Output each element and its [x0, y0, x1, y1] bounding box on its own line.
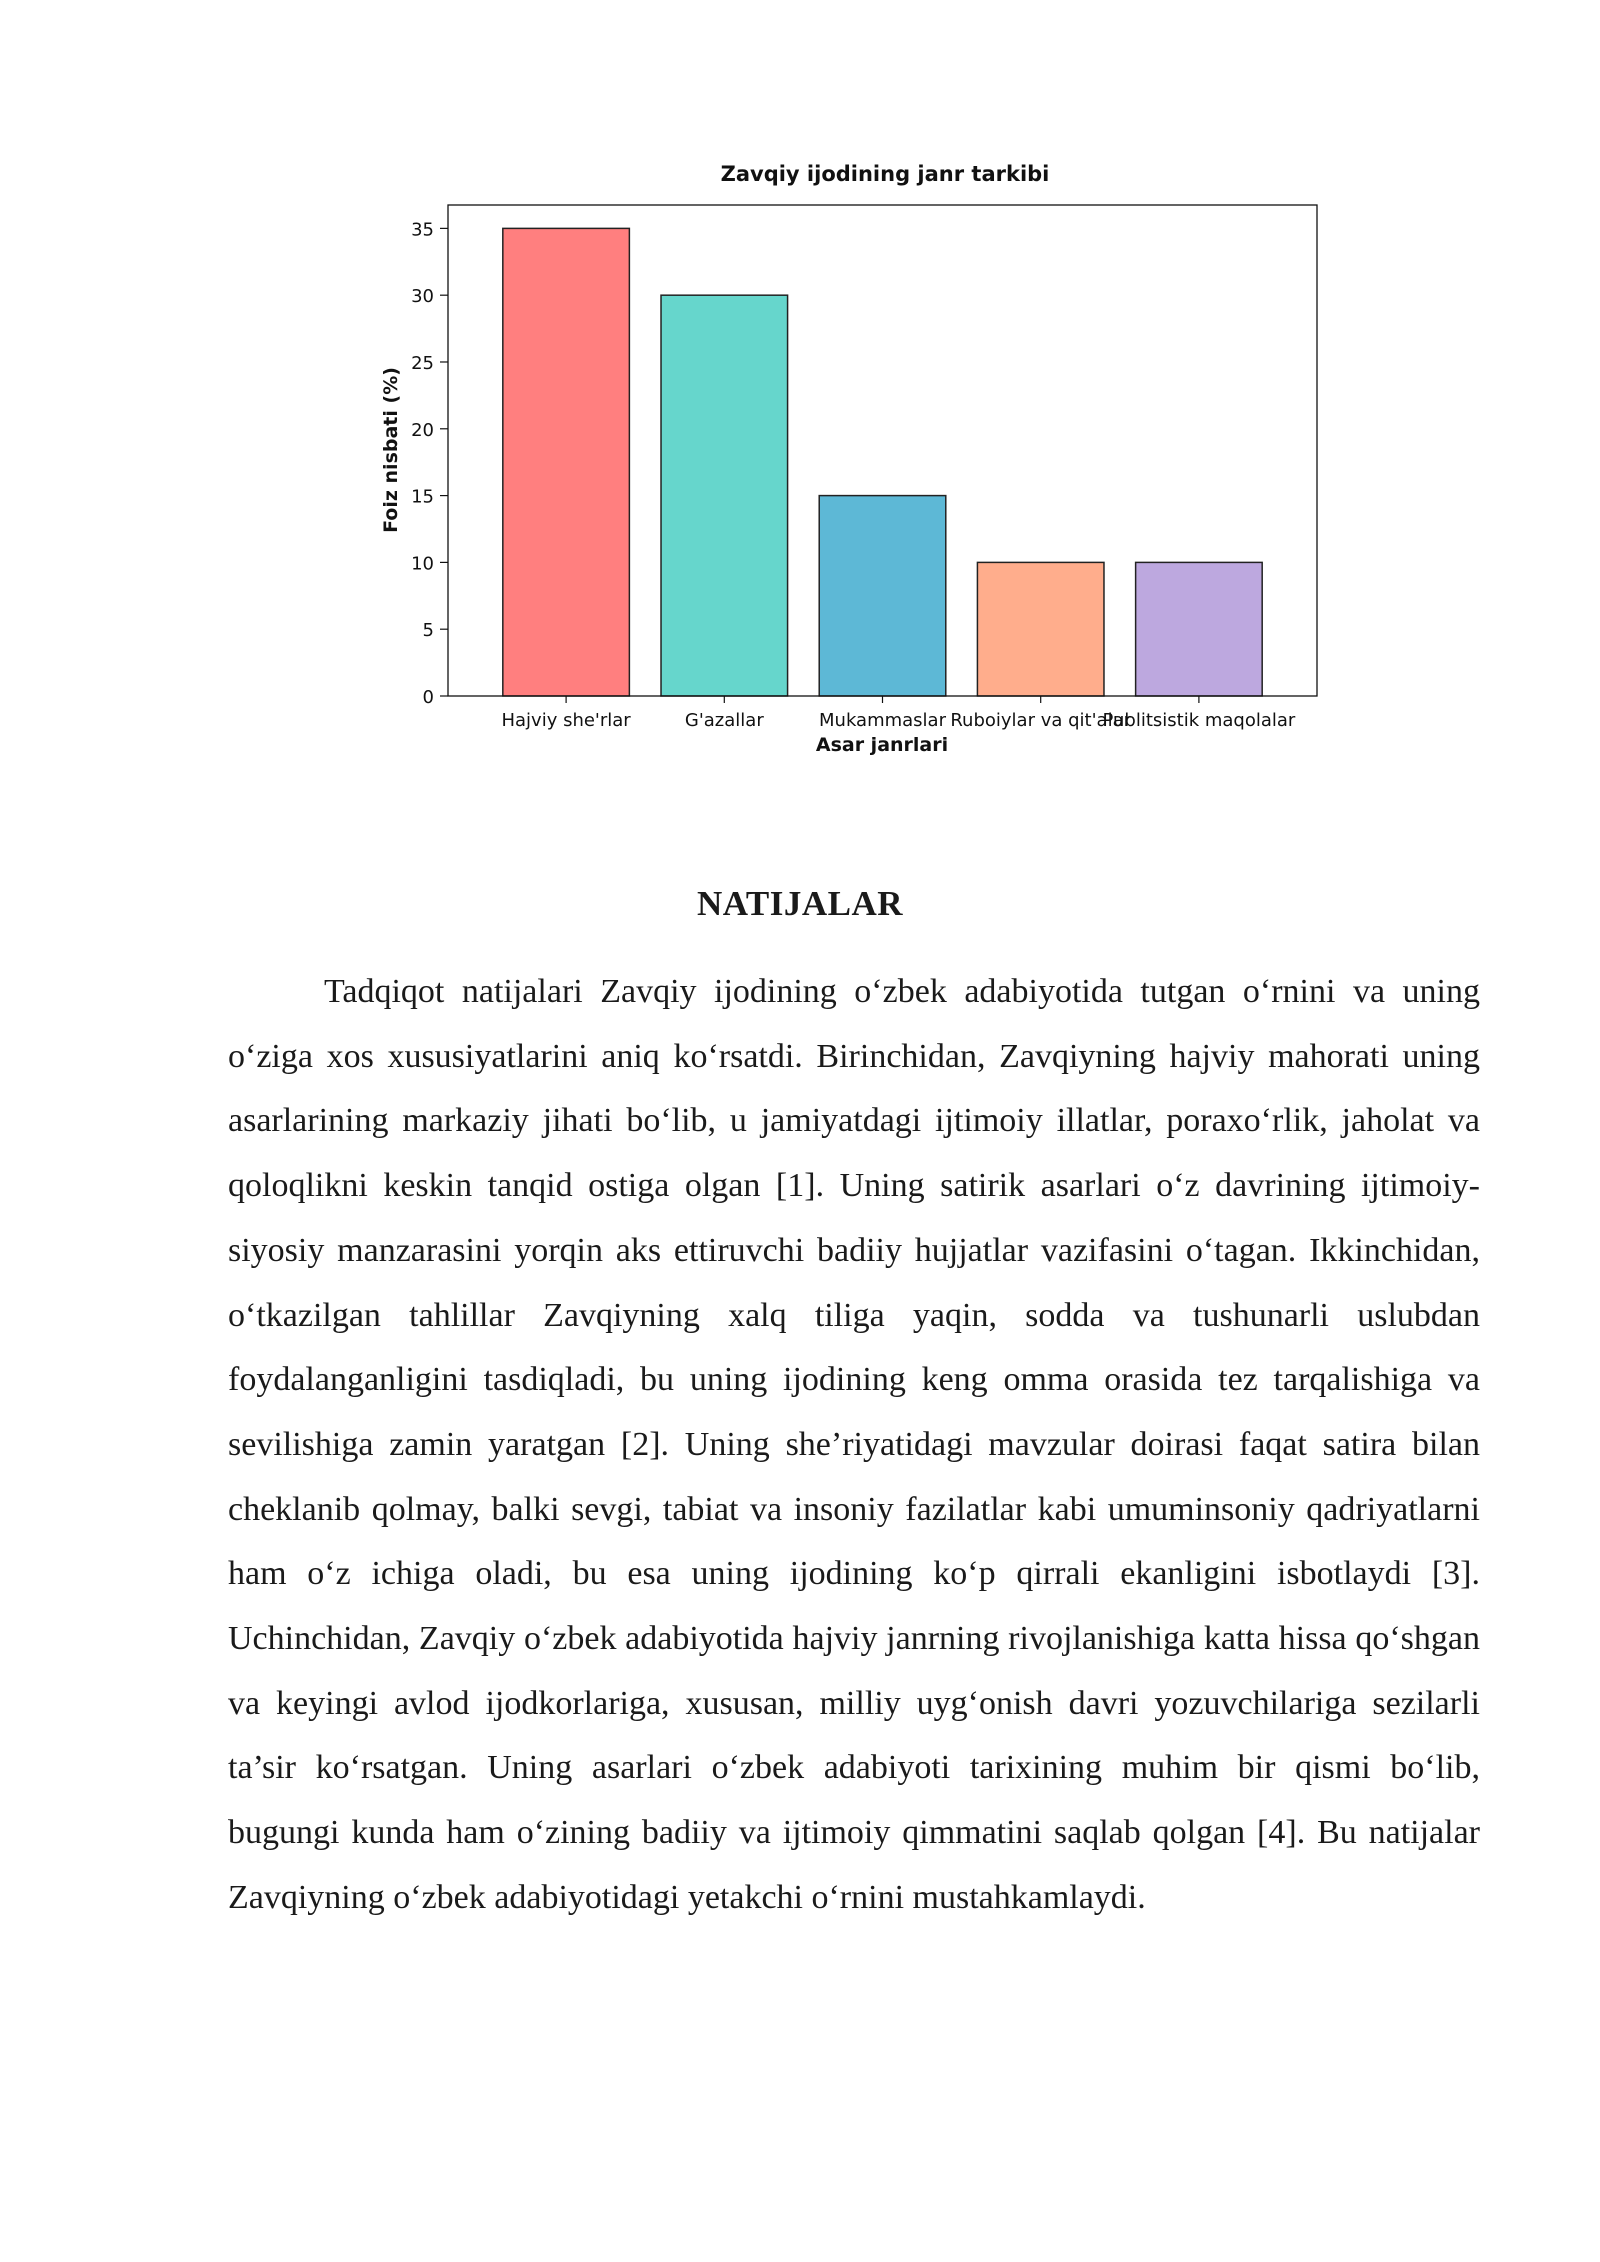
section-heading: NATIJALAR [696, 884, 904, 923]
y-tick-label: 30 [411, 286, 434, 308]
y-tick-label: 20 [411, 419, 434, 441]
chart-title: Zavqiy ijodining janr tarkibi [720, 162, 1050, 186]
bar [977, 562, 1104, 696]
y-tick-label: 35 [411, 219, 434, 241]
y-axis-ticks [411, 219, 448, 708]
x-tick-label: Publitsistik maqolalar [1102, 710, 1296, 731]
bar [503, 228, 630, 696]
bar-series [503, 228, 1262, 696]
y-tick-label: 25 [411, 352, 434, 374]
y-tick-label: 15 [411, 486, 434, 508]
x-tick-label: Mukammaslar [819, 710, 946, 731]
bar [661, 295, 788, 696]
x-tick-label: Ruboiylar va qit'alar [950, 710, 1132, 731]
bar [1136, 562, 1263, 696]
chart-svg [360, 150, 1340, 790]
y-tick-label: 5 [422, 620, 434, 642]
y-tick-label: 10 [411, 553, 434, 575]
y-axis-label: Foiz nisbati (%) [380, 367, 402, 533]
bar [819, 496, 946, 696]
x-axis-ticks [501, 696, 1295, 731]
results-paragraph: Tadqiqot natijalari Zavqiy ijodining o‘zbek adabiyotida tutgan o‘rnini va uning o‘ziga xos xususiyatlarini aniq ko‘rsatdi. Birinchidan, Zavqiyning hajviy mahorati uning asarlarining markaziy jihati bo‘lib, u jamiyatdagi ijtimoiy illatlar, poraxo‘rlik, jaholat va qoloqlikni keskin tanqid ostiga olgan [1]. Uning satirik asarlari o‘z davrining ijtimoiy-siyosiy manzarasini yorqin aks ettiruvchi badiiy hujjatlar vazifasini o‘tagan. Ikkinchidan, o‘tkazilgan tahlillar Zavqiyning xalq tiliga yaqin, sodda va tushunarli uslubdan foydalanganligini tasdiqladi, bu uning ijodining keng omma orasida tez tarqalishiga va sevilishiga zamin yaratgan [2]. Uning she’riyatidagi mavzular doirasi faqat satira bilan cheklanib qolmay, balki sevgi, tabiat va insoniy fazilatlar kabi umuminsoniy qadriyatlarni ham o‘z ichiga oladi, bu esa uning ijodining ko‘p qirrali ekanligini isbotlaydi [3]. Uchinchidan, Zavqiy o‘zbek adabiyotida hajviy janrning rivojlanishiga katta hissa qo‘shgan va keyingi avlod ijodkorlariga, xususan, milliy uyg‘onish davri yozuvchilariga sezilarli ta’sir ko‘rsatgan. Uning asarlari o‘zbek adabiyoti tarixining muhim bir qismi bo‘lib, bugungi kunda ham o‘zining badiiy va ijtimoiy qimmatini saqlab qolgan [4]. Bu natijalar Zavqiyning o‘zbek adabiyotidagi yetakchi o‘rnini mustahkamlaydi. [228, 973, 1480, 1916]
x-axis-label: Asar janrlari [815, 734, 949, 756]
y-tick-label: 0 [422, 687, 434, 708]
x-tick-label: Hajviy she'rlar [501, 710, 631, 731]
bar-chart [360, 150, 1340, 790]
x-tick-label: G'azallar [684, 710, 764, 731]
